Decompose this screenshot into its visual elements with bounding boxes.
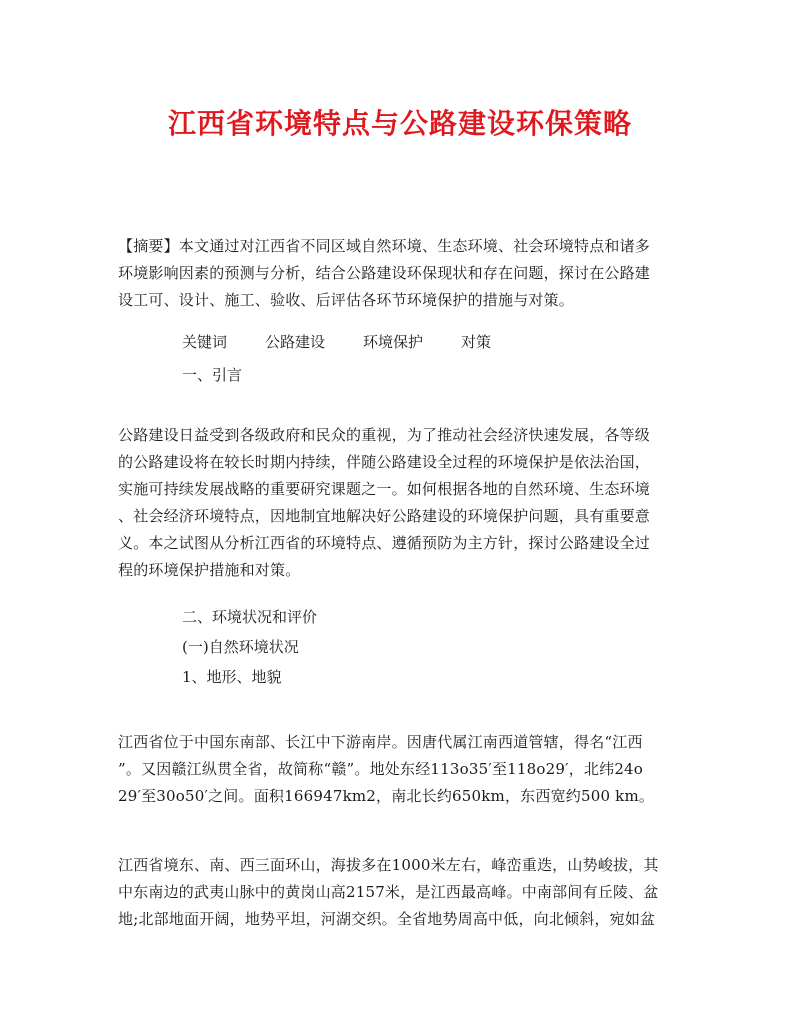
terrain-paragraph bbox=[118, 852, 683, 933]
abstract-line: 设工可、设计、施工、验收、后评估各环节环境保护的措施与对策。 bbox=[118, 291, 575, 309]
intro-line: 实施可持续发展战略的重要研究课题之一。如何根据各地的自然环境、生态环境 bbox=[118, 480, 651, 498]
intro-line: 程的环境保护措施和对策。 bbox=[118, 561, 301, 579]
location-line: 江西省位于中国东南部、长江中下游南岸。因唐代属江南西道管辖，得名“江西 bbox=[118, 733, 643, 751]
intro-paragraph bbox=[118, 422, 683, 584]
keyword-item: 公路建设 bbox=[265, 333, 326, 351]
abstract-line: 环境影响因素的预测与分析，结合公路建设环保现状和存在问题，探讨在公路建 bbox=[118, 264, 651, 282]
intro-line: 公路建设日益受到各级政府和民众的重视，为了推动社会经济快速发展，各等级 bbox=[118, 426, 651, 444]
section-heading-environment: 二、环境状况和评价 bbox=[182, 608, 318, 626]
keywords-label: 关键词 bbox=[182, 333, 228, 351]
location-line: 29′至30o50′之间。面积166947km2，南北长约650km，东西宽约500 km。 bbox=[118, 787, 655, 805]
subsection-heading: (一)自然环境状况 bbox=[182, 638, 299, 656]
location-paragraph bbox=[118, 729, 683, 810]
abstract-paragraph bbox=[118, 233, 683, 314]
location-line: ”。又因赣江纵贯全省，故简称“赣”。地处东经113o35′至118o29′，北纬24o bbox=[118, 760, 644, 778]
terrain-line: 地;北部地面开阔，地势平坦，河湖交织。全省地势周高中低，向北倾斜，宛如盆 bbox=[118, 910, 656, 928]
intro-line: 义。本之试图从分析江西省的环境特点、遵循预防为主方针，探讨公路建设全过 bbox=[118, 534, 651, 552]
section-heading-intro: 一、引言 bbox=[182, 366, 243, 384]
keyword-item: 对策 bbox=[461, 333, 492, 351]
intro-line: 、社会经济环境特点，因地制宜地解决好公路建设的环境保护问题，具有重要意 bbox=[118, 507, 651, 525]
terrain-line: 江西省境东、南、西三面环山，海拔多在1000米左右，峰峦重迭，山势峻拔，其 bbox=[118, 856, 659, 874]
terrain-line: 中东南边的武夷山脉中的黄岗山高2157米，是江西最高峰。中南部间有丘陵、盆 bbox=[118, 883, 659, 901]
document-title: 江西省环境特点与公路建设环保策略 bbox=[167, 107, 632, 140]
intro-line: 的公路建设将在较长时期内持续，伴随公路建设全过程的环境保护是依法治国， bbox=[118, 453, 651, 471]
keywords-line bbox=[182, 329, 529, 356]
abstract-line: 【摘要】本文通过对江西省不同区域自然环境、生态环境、社会环境特点和诸多 bbox=[118, 237, 651, 255]
keyword-item: 环境保护 bbox=[363, 333, 424, 351]
item-heading: 1、地形、地貌 bbox=[182, 668, 282, 686]
